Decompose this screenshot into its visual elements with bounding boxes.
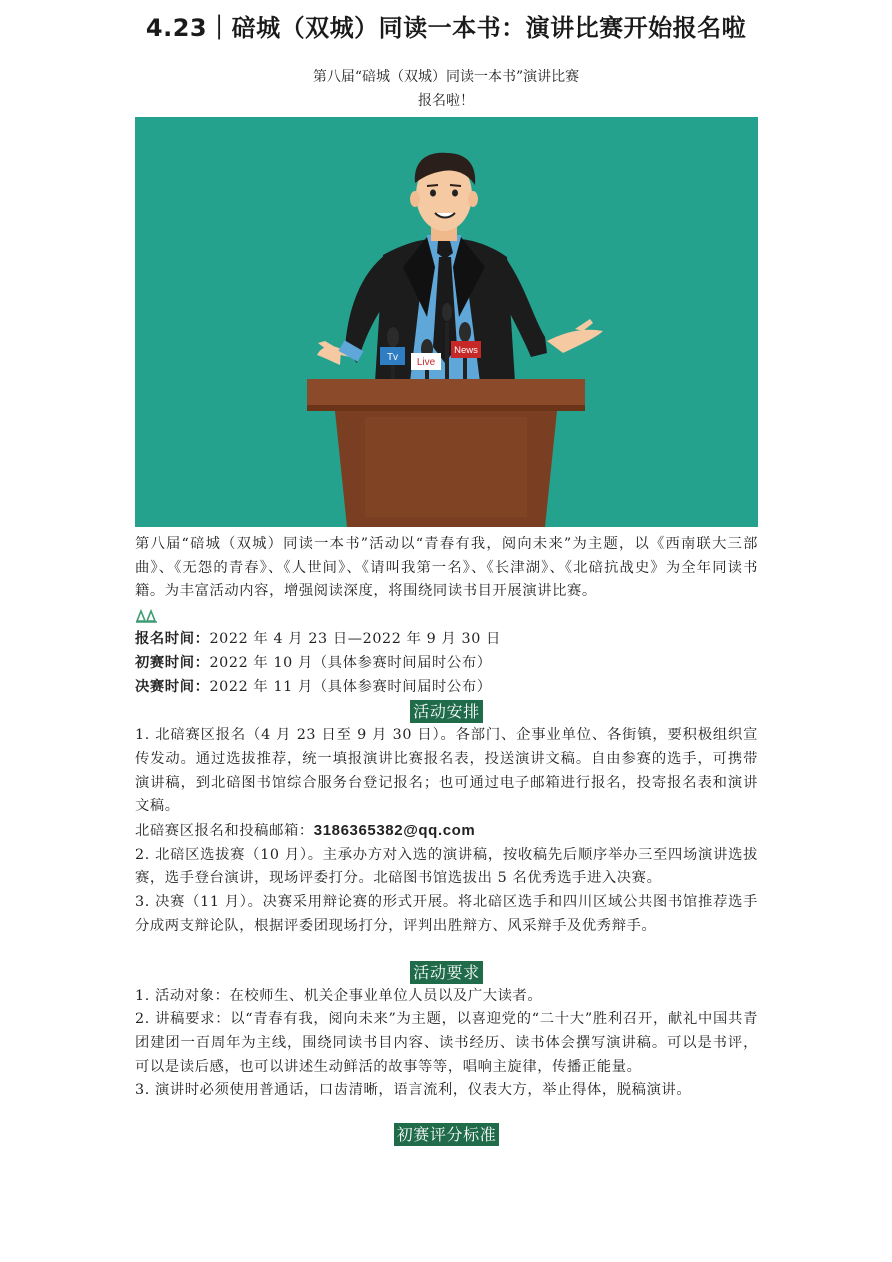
arrangement-item-2: 2. 北碚区选拔赛（10 月）。主承办方对入选的演讲稿，按收稿先后顺序举办三至四场演讲选拔赛，选手登台演讲，现场评委打分。北碚图书馆选拔出 5 名优秀选手进入决赛。 [135, 846, 758, 887]
schedule-preliminary: 初赛时间：2022 年 10 月（具体参赛时间届时公布） [135, 654, 492, 671]
speaker-at-podium-image [135, 117, 758, 527]
emoji-row [135, 604, 758, 628]
mic-label-live: Live [416, 357, 436, 368]
requirements-item-3: 3. 演讲时必须使用普通话，口齿清晰，语言流利，仪表大方，举止得体，脱稿演讲。 [135, 1082, 692, 1099]
article-body [135, 533, 758, 1147]
intro-paragraph: 第八届“碚城（双城）同读一本书”活动以“青春有我，阅向未来”为主题，以《西南联大三部曲》、《无怨的青春》、《人世间》、《请叫我第一名》、《长津湖》、《北碚抗战史》为全年同读书籍。为丰富活动内容，增强阅读深度，将围绕同读书目开展演讲比赛。 [135, 536, 758, 600]
email-line: 北碚赛区报名和投稿邮箱：3186365382@qq.com [135, 822, 476, 840]
schedule-final: 决赛时间：2022 年 11 月（具体参赛时间届时公布） [135, 678, 492, 695]
requirements-item-2: 2. 讲稿要求：以“青春有我，阅向未来”为主题，以喜迎党的“二十大”胜利召开，献礼中国共青团建团一百周年为主线，围绕同读书目内容、读书经历、读书体会撰写演讲稿。可以是书评，可以是读后感，也可以讲述生动鲜活的故事等等，唱响主旋律，传播正能量。 [135, 1011, 758, 1075]
mic-label-tv: Tv [386, 352, 399, 363]
intro-line-1: 第八届“碚城（双城）同读一本书”演讲比赛 [312, 69, 580, 85]
arrangement-item-1: 1. 北碚赛区报名（4 月 23 日至 9 月 30 日）。各部门、企事业单位、各街镇，要积极组织宣传发动。通过选拔推荐，统一填报演讲比赛报名表，投送演讲文稿。自由参赛的选手，可携带演讲稿，到北碚图书馆综合服务台登记报名；也可通过电子邮箱进行报名，投寄报名表和演讲文稿。 [135, 727, 758, 815]
schedule-registration: 报名时间：2022 年 4 月 23 日—2022 年 9 月 30 日 [135, 631, 501, 648]
mic-label-news: News [454, 345, 478, 356]
arrangement-item-3: 3. 决赛（11 月）。决赛采用辩论赛的形式开展。将北碚区选手和四川区域公共图书馆推荐选手分成两支辩论队，根据评委团现场打分，评判出胜辩方、风采辩手及优秀辩手。 [135, 894, 758, 934]
speaker-illustration [135, 117, 758, 527]
section-heading-arrangement: 活动安排 [135, 700, 758, 724]
intro-line-2: 报名啦！ [418, 93, 474, 109]
requirements-item-1: 1. 活动对象：在校师生、机关企事业单位人员以及广大读者。 [135, 987, 543, 1004]
page-title: 4.23｜碚城（双城）同读一本书：演讲比赛开始报名啦 [145, 14, 747, 42]
contact-email[interactable]: 3186365382@qq.com [313, 822, 476, 840]
bell-pair-icon [135, 607, 159, 625]
section-heading-scoring: 初赛评分标准 [135, 1123, 758, 1147]
section-heading-requirements: 活动要求 [135, 961, 758, 985]
